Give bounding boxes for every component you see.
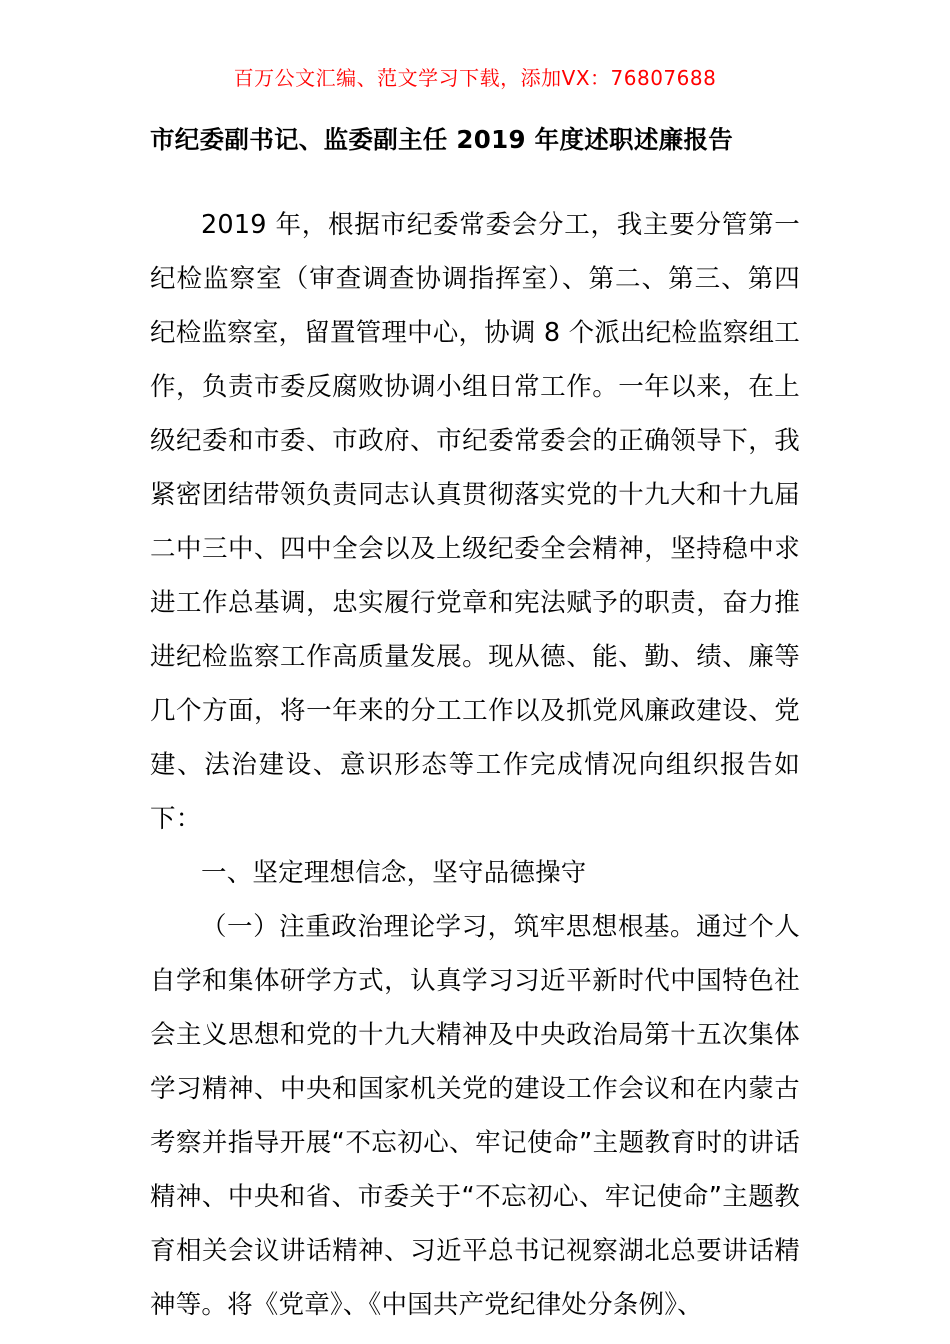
document-body bbox=[150, 198, 800, 1332]
page-title: 市纪委副书记、监委副主任 2019 年度述职述廉报告 bbox=[150, 125, 734, 154]
paragraph: （一）注重政治理论学习，筑牢思想根基。通过个人自学和集体研学方式，认真学习习近平新时代中国特色社会主义思想和党的十九大精神及中央政治局第十五次集体学习精神、中央和国家机关党的建设工作会议和在内蒙古考察并指导开展“不忘初心、牢记使命”主题教育时的讲话精神、中央和省、市委关于“不忘初心、牢记使命”主题教育相关会议讲话精神、习近平总书记视察湖北总要讲话精神等。将《党章》、《中国共产党纪律处分条例》、 bbox=[150, 911, 800, 1320]
paragraph: 2019 年，根据市纪委常委会分工，我主要分管第一纪检监察室（审查调查协调指挥室）、第二、第三、第四纪检监察室，留置管理中心，协调 8 个派出纪检监察组工作，负责市委反腐败协调小组日常工作。一年以来，在上级纪委和市委、市政府、市纪委常委会的正确领导下，我紧密团结带领负责同志认真贯彻落实党的十九大和十九届二中三中、四中全会以及上级纪委全会精神，坚持稳中求进工作总基调，忠实履行党章和宪法赋予的职责，奋力推进纪检监察工作高质量发展。现从德、能、勤、绩、廉等几个方面，将一年来的分工工作以及抓党风廉政建设、党建、法治建设、意识形态等工作完成情况向组织报告如下： bbox=[150, 209, 800, 834]
watermark-text: 百万公文汇编、范文学习下载，添加VX：76807688 bbox=[233, 66, 717, 90]
paragraph: 一、坚定理想信念，坚守品德操守 bbox=[201, 857, 587, 888]
